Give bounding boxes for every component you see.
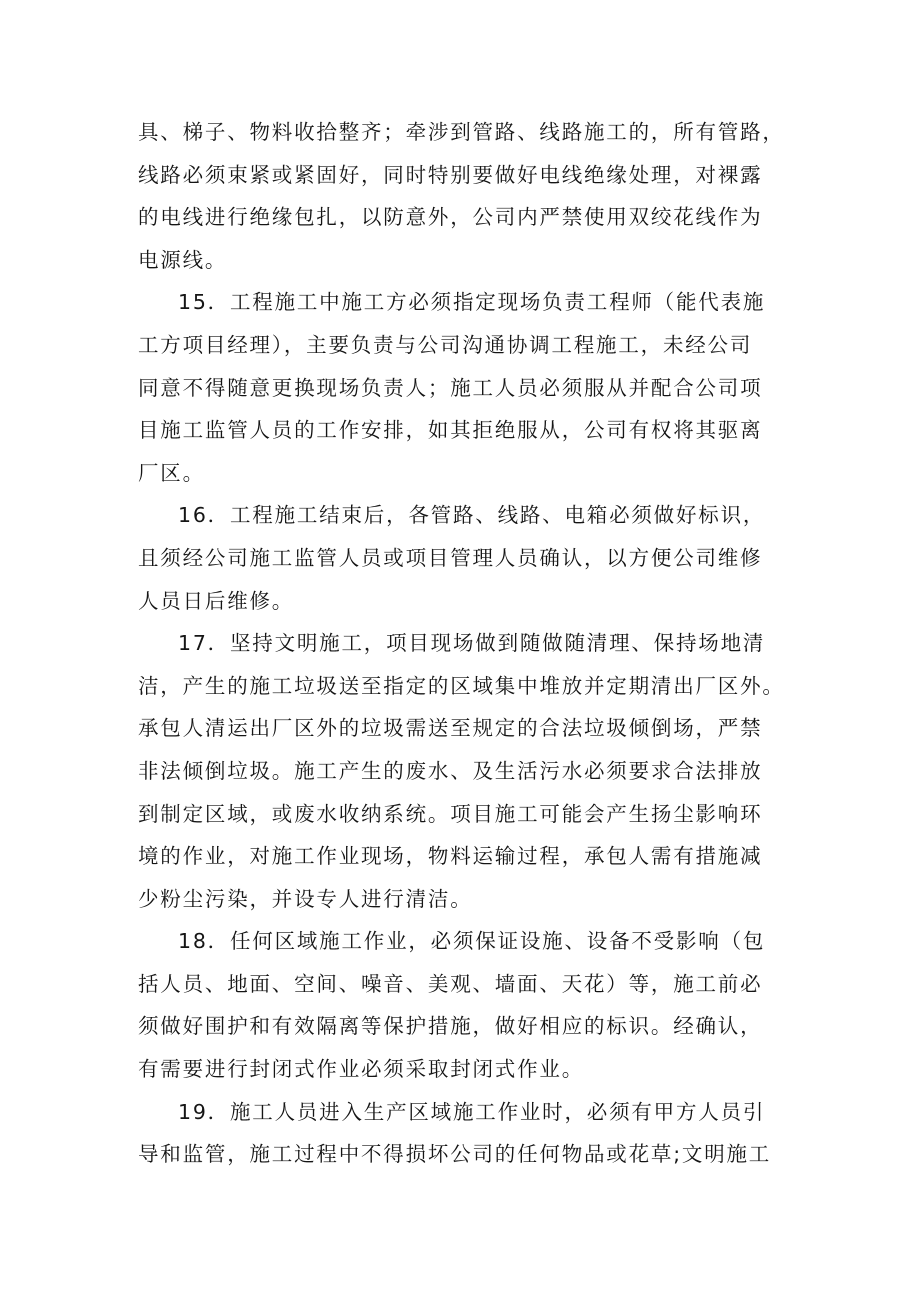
text-line: 线路必须束紧或紧固好，同时特别要做好电线绝缘处理，对裸露	[138, 162, 763, 187]
text-line: 的电线进行绝缘包扎，以防意外，公司内严禁使用双绞花线作为	[138, 205, 763, 230]
paragraph-14-continuation	[138, 111, 798, 281]
text-line: 括人员、地面、空间、噪音、美观、墙面、天花）等，施工前必	[138, 971, 763, 996]
text-line: 人员日后维修。	[138, 588, 295, 613]
text-line: 18．任何区域施工作业，必须保证设施、设备不受影响（包	[178, 929, 766, 954]
text-line: 工方项目经理），主要负责与公司沟通协调工程施工，未经公司	[138, 332, 753, 357]
text-line: 16．工程施工结束后，各管路、线路、电箱必须做好标识，	[178, 503, 766, 528]
paragraph-17	[138, 622, 798, 920]
text-line: 具、梯子、物料收拾整齐；牵涉到管路、线路施工的，所有管路，	[138, 120, 785, 144]
text-line: 少粉尘污染，并设专人进行清洁。	[138, 886, 473, 911]
text-line: 电源线。	[138, 247, 228, 272]
text-line: 19．施工人员进入生产区域施工作业时，必须有甲方人员引	[178, 1099, 766, 1124]
text-line: 且须经公司施工监管人员或项目管理人员确认，以方便公司维修	[138, 545, 763, 570]
text-line: 15．工程施工中施工方必须指定现场负责工程师（能代表施	[178, 290, 766, 315]
text-line: 到制定区域，或废水收纳系统。项目施工可能会产生扬尘影响环	[138, 801, 763, 826]
text-line: 导和监管，施工过程中不得损坏公司的任何物品或花草;文明施工	[138, 1142, 772, 1167]
paragraph-19	[138, 1091, 798, 1176]
text-line: 非法倾倒垃圾。施工产生的废水、及生活污水必须要求合法排放	[138, 758, 763, 783]
text-line: 17．坚持文明施工，项目现场做到随做随清理、保持场地清	[178, 631, 766, 656]
text-line: 同意不得随意更换现场负责人；施工人员必须服从并配合公司项	[138, 375, 763, 400]
document-body	[138, 111, 798, 1176]
text-line: 有需要进行封闭式作业必须采取封闭式作业。	[138, 1057, 584, 1082]
text-line: 洁，产生的施工垃圾送至指定的区域集中堆放并定期清出厂区外。	[138, 673, 785, 698]
text-line: 须做好围护和有效隔离等保护措施，做好相应的标识。经确认，	[138, 1014, 763, 1039]
text-line: 境的作业，对施工作业现场，物料运输过程，承包人需有措施减	[138, 844, 763, 869]
text-line: 厂区。	[138, 460, 205, 485]
paragraph-16	[138, 494, 798, 622]
text-line: 目施工监管人员的工作安排，如其拒绝服从，公司有权将其驱离	[138, 418, 763, 443]
paragraph-18	[138, 920, 798, 1090]
paragraph-15	[138, 281, 798, 494]
text-line: 承包人清运出厂区外的垃圾需送至规定的合法垃圾倾倒场，严禁	[138, 716, 763, 741]
